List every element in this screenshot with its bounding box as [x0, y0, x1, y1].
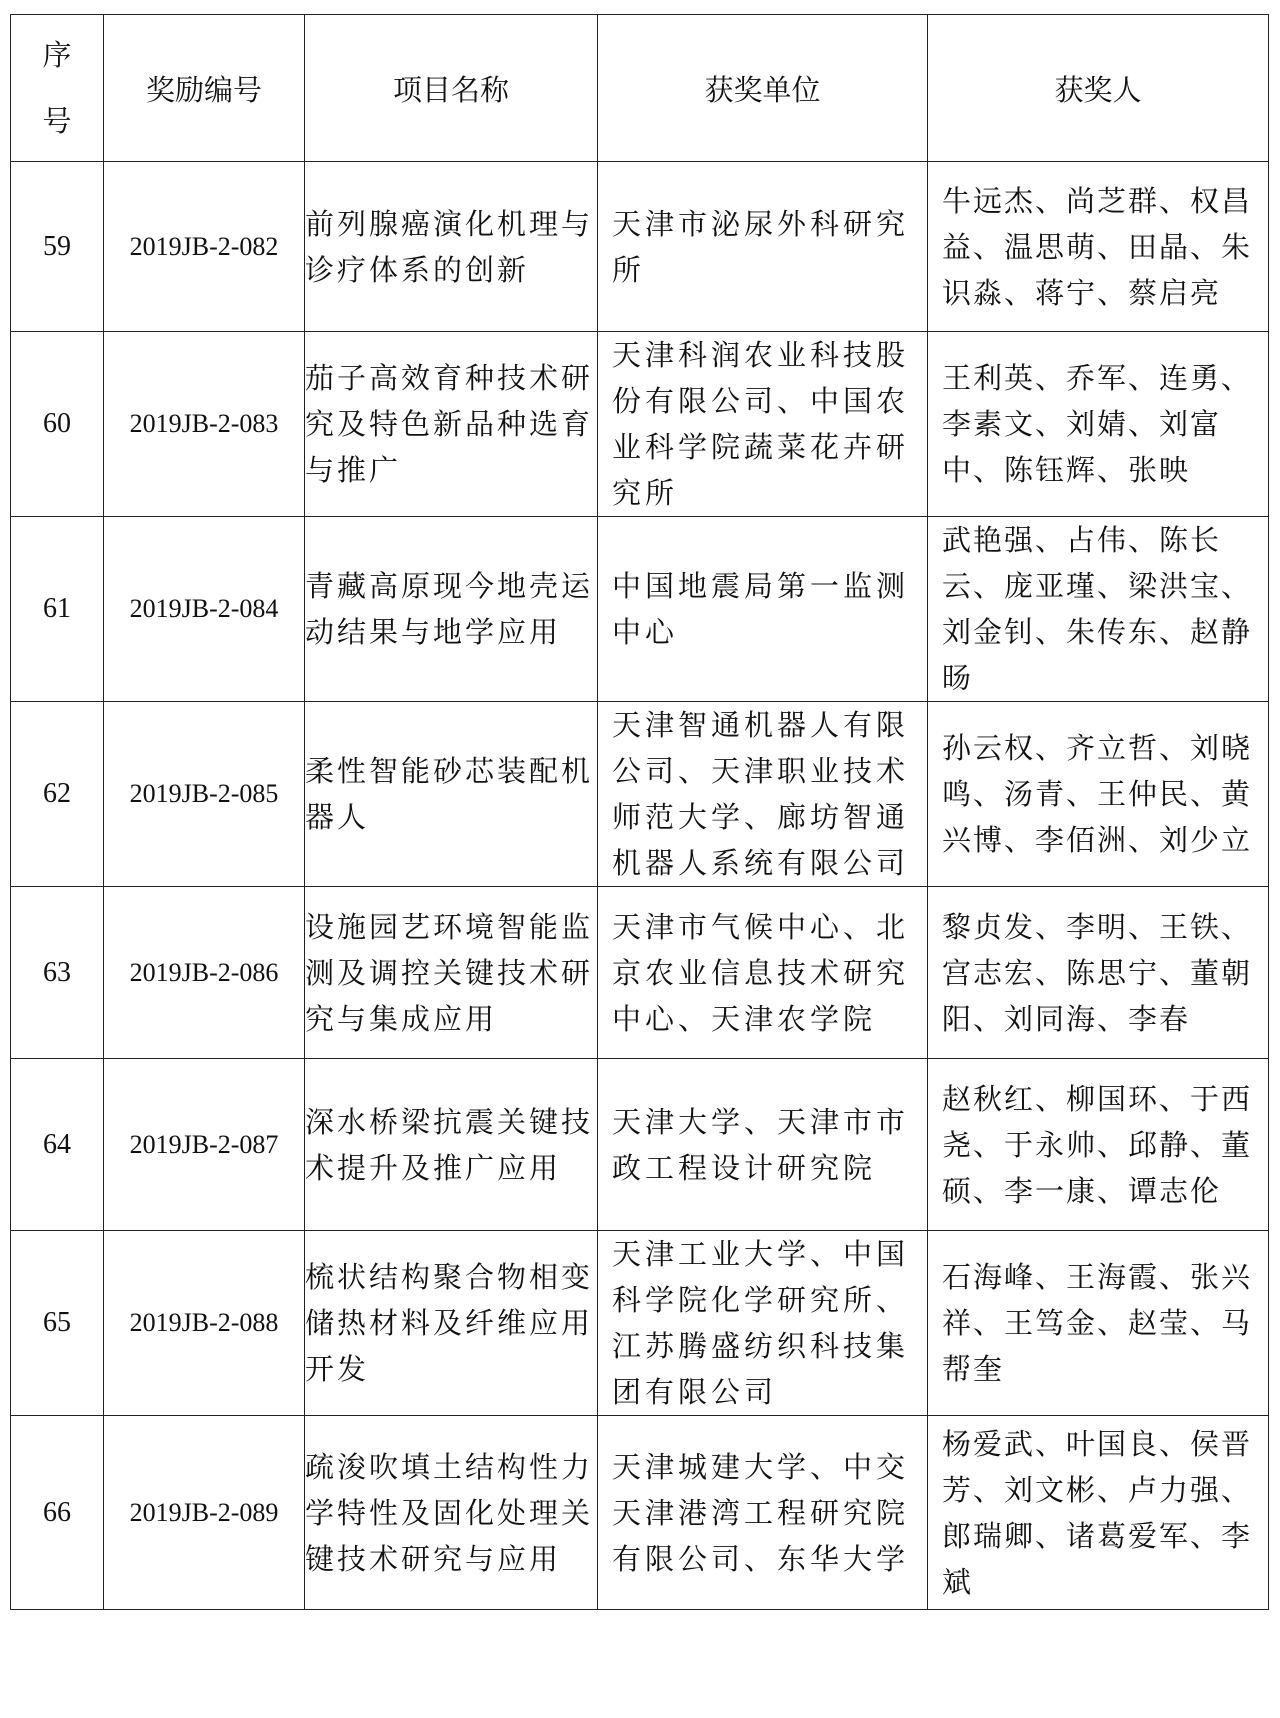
header-seq-line2: 号 — [42, 104, 72, 138]
row-code: 2019JB-2-089 — [104, 1416, 305, 1610]
row-seq: 62 — [11, 702, 104, 887]
row-unit: 天津科润农业科技股份有限公司、中国农业科学院蔬菜花卉研究所 — [598, 332, 928, 517]
table-row — [11, 517, 1269, 702]
row-project: 深水桥梁抗震关键技术提升及推广应用 — [305, 1059, 598, 1231]
row-code: 2019JB-2-087 — [104, 1059, 305, 1231]
row-project: 前列腺癌演化机理与诊疗体系的创新 — [305, 162, 598, 332]
table-row — [11, 887, 1269, 1059]
row-unit: 天津工业大学、中国科学院化学研究所、江苏腾盛纺织科技集团有限公司 — [598, 1231, 928, 1416]
header-seq — [11, 15, 104, 162]
row-people: 黎贞发、李明、王铁、宫志宏、陈思宁、董朝阳、刘同海、李春 — [928, 887, 1269, 1059]
row-people: 石海峰、王海霞、张兴祥、王笃金、赵莹、马帮奎 — [928, 1231, 1269, 1416]
row-project: 青藏高原现今地壳运动结果与地学应用 — [305, 517, 598, 702]
row-code: 2019JB-2-083 — [104, 332, 305, 517]
row-code: 2019JB-2-084 — [104, 517, 305, 702]
row-unit: 天津城建大学、中交天津港湾工程研究院有限公司、东华大学 — [598, 1416, 928, 1610]
table-row — [11, 1059, 1269, 1231]
row-project: 设施园艺环境智能监测及调控关键技术研究与集成应用 — [305, 887, 598, 1059]
row-seq: 65 — [11, 1231, 104, 1416]
table-row — [11, 702, 1269, 887]
row-unit: 天津市气候中心、北京农业信息技术研究中心、天津农学院 — [598, 887, 928, 1059]
awards-table — [10, 14, 1269, 1610]
row-unit: 中国地震局第一监测中心 — [598, 517, 928, 702]
header-code: 奖励编号 — [104, 15, 305, 162]
header-seq-line1: 序 — [42, 38, 72, 72]
row-people: 孙云权、齐立哲、刘晓鸣、汤青、王仲民、黄兴博、李佰洲、刘少立 — [928, 702, 1269, 887]
row-people: 王利英、乔军、连勇、李素文、刘婧、刘富中、陈钰辉、张映 — [928, 332, 1269, 517]
row-code: 2019JB-2-085 — [104, 702, 305, 887]
row-project: 疏浚吹填土结构性力学特性及固化处理关键技术研究与应用 — [305, 1416, 598, 1610]
row-seq: 60 — [11, 332, 104, 517]
row-project: 柔性智能砂芯装配机器人 — [305, 702, 598, 887]
header-unit: 获奖单位 — [598, 15, 928, 162]
row-seq: 59 — [11, 162, 104, 332]
row-code: 2019JB-2-088 — [104, 1231, 305, 1416]
row-code: 2019JB-2-086 — [104, 887, 305, 1059]
row-unit: 天津智通机器人有限公司、天津职业技术师范大学、廊坊智通机器人系统有限公司 — [598, 702, 928, 887]
row-people: 杨爱武、叶国良、侯晋芳、刘文彬、卢力强、郎瑞卿、诸葛爱军、李斌 — [928, 1416, 1269, 1610]
table-row — [11, 1231, 1269, 1416]
row-project: 梳状结构聚合物相变储热材料及纤维应用开发 — [305, 1231, 598, 1416]
row-project: 茄子高效育种技术研究及特色新品种选育与推广 — [305, 332, 598, 517]
row-code: 2019JB-2-082 — [104, 162, 305, 332]
row-unit: 天津大学、天津市市政工程设计研究院 — [598, 1059, 928, 1231]
table-row — [11, 1416, 1269, 1610]
row-people: 牛远杰、尚芝群、权昌益、温思萌、田晶、朱识淼、蒋宁、蔡启亮 — [928, 162, 1269, 332]
row-people: 赵秋红、柳国环、于西尧、于永帅、邱静、董硕、李一康、谭志伦 — [928, 1059, 1269, 1231]
row-people: 武艳强、占伟、陈长云、庞亚瑾、梁洪宝、刘金钊、朱传东、赵静旸 — [928, 517, 1269, 702]
row-unit: 天津市泌尿外科研究所 — [598, 162, 928, 332]
row-seq: 61 — [11, 517, 104, 702]
header-project: 项目名称 — [305, 15, 598, 162]
header-row — [11, 15, 1269, 162]
row-seq: 63 — [11, 887, 104, 1059]
table-row — [11, 332, 1269, 517]
table-row — [11, 162, 1269, 332]
row-seq: 66 — [11, 1416, 104, 1610]
header-people: 获奖人 — [928, 15, 1269, 162]
row-seq: 64 — [11, 1059, 104, 1231]
